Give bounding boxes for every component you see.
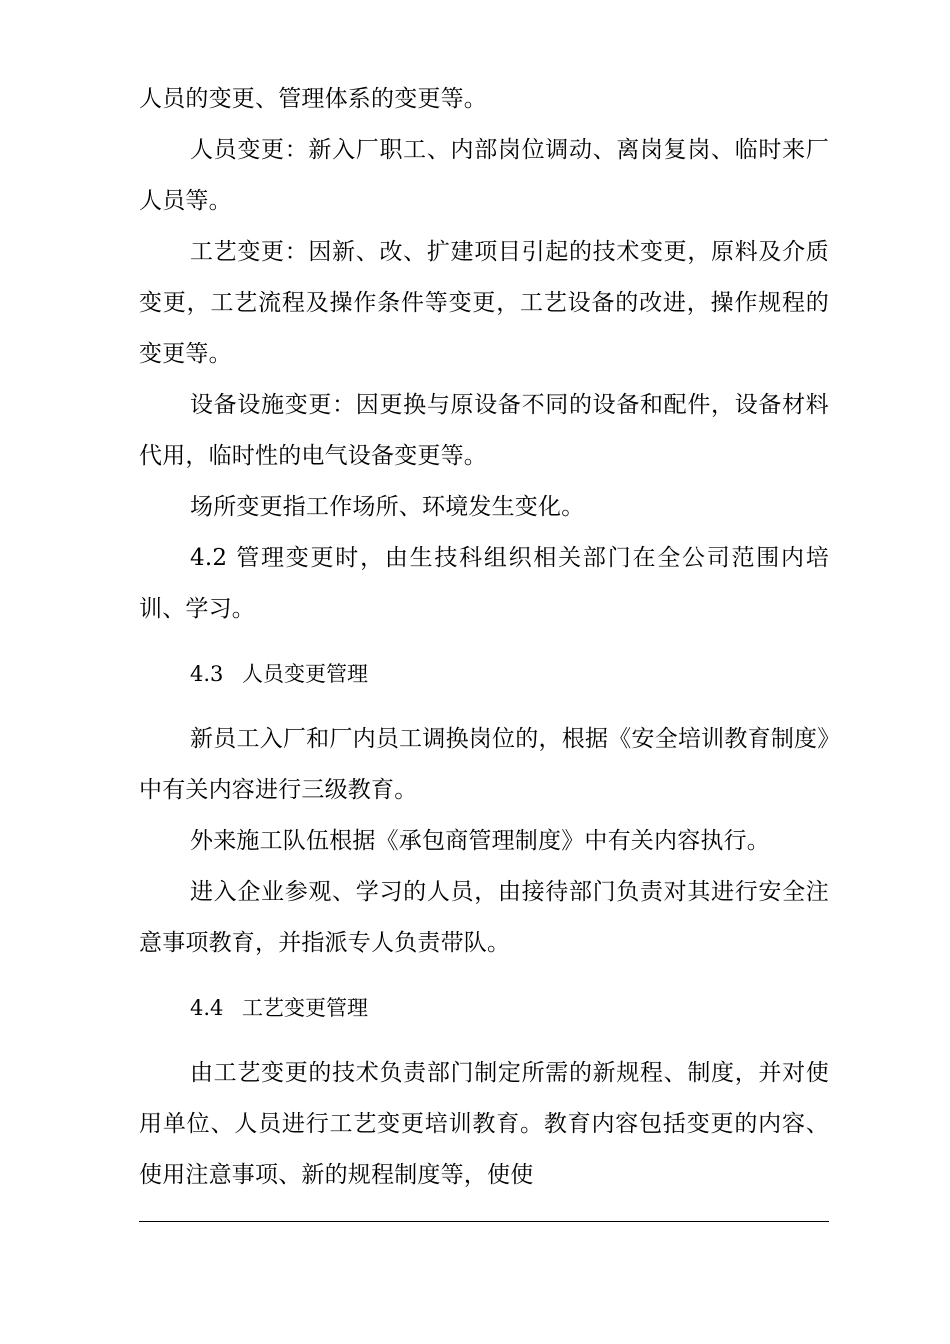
section-heading-4-4 [139,983,829,1034]
section-number: 4.4 [190,996,224,1020]
section-title: 工艺变更管理 [242,996,368,1020]
paragraph-process-change: 工艺变更：因新、改、扩建项目引起的技术变更，原料及介质变更，工艺流程及操作条件等变更，工艺设备的改进，操作规程的变更等。 [139,239,829,367]
paragraph-personnel-change: 人员变更：新入厂职工、内部岗位调动、离岗复岗、临时来厂人员等。 [139,137,829,214]
document-body [139,74,829,1201]
section-heading-4-3 [139,649,829,700]
paragraph-equipment-change: 设备设施变更：因更换与原设备不同的设备和配件，设备材料代用，临时性的电气设备变更等。 [139,392,829,469]
paragraph-visitors: 进入企业参观、学习的人员，由接待部门负责对其进行安全注意事项教育，并指派专人负责带队。 [139,879,829,956]
paragraph-process-change-training: 由工艺变更的技术负责部门制定所需的新规程、制度，并对使用单位、人员进行工艺变更培训教育。教育内容包括变更的内容、使用注意事项、新的规程制度等，使使 [139,1060,829,1188]
paragraph-new-employee-training: 新员工入厂和厂内员工调换岗位的，根据《安全培训教育制度》中有关内容进行三级教育。 [139,726,829,803]
paragraph-change-types-end: 人员的变更、管理体系的变更等。 [139,86,487,112]
section-number: 4.3 [190,662,224,686]
paragraph-4-2: 4.2 管理变更时，由生技科组织相关部门在全公司范围内培训、学习。 [139,545,829,622]
section-title: 人员变更管理 [242,662,368,686]
paragraph-site-change: 场所变更指工作场所、环境发生变化。 [190,494,585,520]
paragraph-contractor: 外来施工队伍根据《承包商管理制度》中有关内容执行。 [190,828,770,854]
footer-divider [139,1221,829,1222]
